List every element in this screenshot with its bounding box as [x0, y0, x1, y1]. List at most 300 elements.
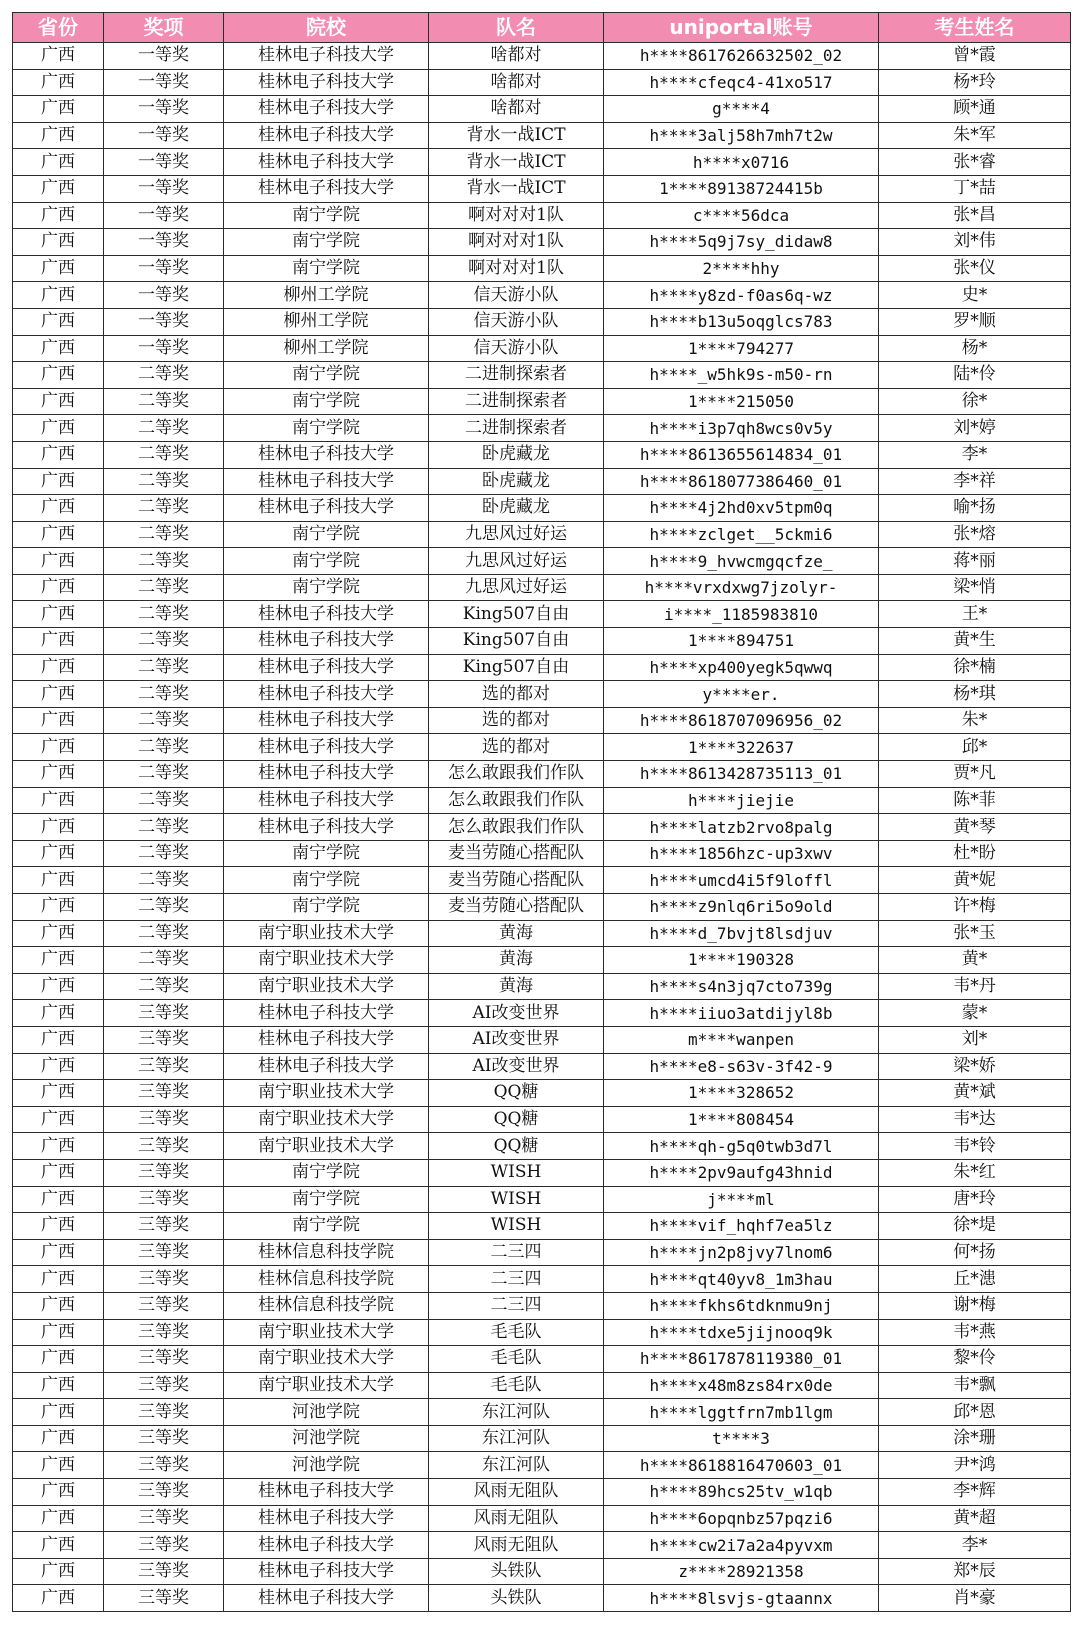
cell-name: 张*仪: [879, 255, 1071, 282]
cell-team: 卧虎藏龙: [429, 468, 604, 495]
cell-account: h****8617878119380_01: [604, 1346, 879, 1373]
cell-province: 广西: [13, 1213, 104, 1240]
cell-award: 二等奖: [104, 521, 224, 548]
cell-team: AI改变世界: [429, 1000, 604, 1027]
table-row: [13, 1159, 1071, 1186]
cell-school: 南宁学院: [224, 840, 429, 867]
cell-name: 韦*丹: [879, 973, 1071, 1000]
award-table: [12, 12, 1071, 1612]
cell-name: 杜*盼: [879, 840, 1071, 867]
cell-team: 啊对对对1队: [429, 229, 604, 256]
cell-team: 风雨无阻队: [429, 1532, 604, 1559]
cell-name: 唐*玲: [879, 1186, 1071, 1213]
cell-name: 邱*恩: [879, 1399, 1071, 1426]
cell-account: h****umcd4i5f9loffl: [604, 867, 879, 894]
cell-account: h****8618077386460_01: [604, 468, 879, 495]
cell-team: 东江河队: [429, 1399, 604, 1426]
cell-award: 二等奖: [104, 894, 224, 921]
cell-province: 广西: [13, 1186, 104, 1213]
cell-award: 一等奖: [104, 96, 224, 123]
cell-province: 广西: [13, 362, 104, 389]
header-province: 省份: [13, 13, 104, 43]
cell-name: 黄*琴: [879, 814, 1071, 841]
cell-team: 怎么敢跟我们作队: [429, 814, 604, 841]
cell-school: 南宁学院: [224, 1186, 429, 1213]
cell-account: h****e8-s63v-3f42-9: [604, 1053, 879, 1080]
cell-award: 二等奖: [104, 441, 224, 468]
cell-team: 选的都对: [429, 707, 604, 734]
cell-school: 桂林电子科技大学: [224, 1026, 429, 1053]
table-row: [13, 362, 1071, 389]
cell-name: 郑*辰: [879, 1558, 1071, 1585]
table-row: [13, 1106, 1071, 1133]
cell-award: 二等奖: [104, 707, 224, 734]
table-row: [13, 175, 1071, 202]
table-row: [13, 1133, 1071, 1160]
table-row: [13, 255, 1071, 282]
cell-award: 二等奖: [104, 867, 224, 894]
cell-province: 广西: [13, 601, 104, 628]
cell-province: 广西: [13, 1585, 104, 1612]
cell-school: 柳州工学院: [224, 282, 429, 309]
cell-name: 杨*玲: [879, 69, 1071, 96]
cell-award: 二等奖: [104, 574, 224, 601]
cell-province: 广西: [13, 1346, 104, 1373]
table-row: [13, 867, 1071, 894]
cell-name: 邱*: [879, 734, 1071, 761]
cell-account: h****3alj58h7mh7t2w: [604, 122, 879, 149]
table-row: [13, 574, 1071, 601]
cell-award: 一等奖: [104, 282, 224, 309]
table-row: [13, 495, 1071, 522]
table-row: [13, 1292, 1071, 1319]
cell-province: 广西: [13, 96, 104, 123]
cell-school: 南宁职业技术大学: [224, 1080, 429, 1107]
cell-award: 三等奖: [104, 1372, 224, 1399]
table-row: [13, 973, 1071, 1000]
cell-account: 1****894751: [604, 628, 879, 655]
table-row: [13, 1053, 1071, 1080]
cell-award: 二等奖: [104, 787, 224, 814]
cell-award: 二等奖: [104, 734, 224, 761]
cell-team: 毛毛队: [429, 1372, 604, 1399]
cell-account: h****x0716: [604, 149, 879, 176]
cell-school: 桂林电子科技大学: [224, 96, 429, 123]
cell-team: 东江河队: [429, 1425, 604, 1452]
cell-province: 广西: [13, 628, 104, 655]
table-row: [13, 308, 1071, 335]
cell-account: h****vrxdxwg7jzolyr-: [604, 574, 879, 601]
cell-award: 二等奖: [104, 973, 224, 1000]
cell-name: 许*梅: [879, 894, 1071, 921]
cell-school: 桂林电子科技大学: [224, 734, 429, 761]
cell-team: 二三四: [429, 1292, 604, 1319]
cell-province: 广西: [13, 1372, 104, 1399]
cell-school: 南宁学院: [224, 894, 429, 921]
table-row: [13, 202, 1071, 229]
cell-name: 黄*: [879, 947, 1071, 974]
cell-award: 二等奖: [104, 495, 224, 522]
cell-award: 三等奖: [104, 1585, 224, 1612]
cell-school: 桂林电子科技大学: [224, 628, 429, 655]
cell-account: h****cw2i7a2a4pyvxm: [604, 1532, 879, 1559]
table-row: [13, 1585, 1071, 1612]
cell-award: 三等奖: [104, 1346, 224, 1373]
cell-team: 毛毛队: [429, 1319, 604, 1346]
cell-team: 东江河队: [429, 1452, 604, 1479]
header-team: 队名: [429, 13, 604, 43]
cell-award: 三等奖: [104, 1239, 224, 1266]
cell-school: 南宁学院: [224, 521, 429, 548]
cell-account: h****8617626632502_02: [604, 43, 879, 70]
cell-account: h****4j2hd0xv5tpm0q: [604, 495, 879, 522]
table-row: [13, 947, 1071, 974]
cell-name: 黄*斌: [879, 1080, 1071, 1107]
cell-name: 丁*喆: [879, 175, 1071, 202]
cell-team: 头铁队: [429, 1558, 604, 1585]
cell-name: 张*睿: [879, 149, 1071, 176]
cell-name: 韦*铃: [879, 1133, 1071, 1160]
cell-province: 广西: [13, 1452, 104, 1479]
cell-province: 广西: [13, 1080, 104, 1107]
cell-province: 广西: [13, 43, 104, 70]
cell-province: 广西: [13, 202, 104, 229]
cell-province: 广西: [13, 69, 104, 96]
cell-name: 陆*伶: [879, 362, 1071, 389]
cell-name: 蒙*: [879, 1000, 1071, 1027]
cell-account: h****vif_hqhf7ea5lz: [604, 1213, 879, 1240]
cell-school: 南宁学院: [224, 548, 429, 575]
table-row: [13, 122, 1071, 149]
cell-team: 选的都对: [429, 734, 604, 761]
cell-province: 广西: [13, 1399, 104, 1426]
cell-name: 曾*霞: [879, 43, 1071, 70]
cell-account: h****1856hzc-up3xwv: [604, 840, 879, 867]
cell-account: 1****808454: [604, 1106, 879, 1133]
cell-account: h****8lsvjs-gtaannx: [604, 1585, 879, 1612]
table-row: [13, 96, 1071, 123]
cell-school: 桂林电子科技大学: [224, 1000, 429, 1027]
cell-team: AI改变世界: [429, 1026, 604, 1053]
cell-province: 广西: [13, 1266, 104, 1293]
cell-school: 桂林电子科技大学: [224, 761, 429, 788]
cell-province: 广西: [13, 495, 104, 522]
cell-account: h****s4n3jq7cto739g: [604, 973, 879, 1000]
cell-name: 陈*菲: [879, 787, 1071, 814]
cell-school: 南宁学院: [224, 1159, 429, 1186]
cell-award: 二等奖: [104, 388, 224, 415]
cell-team: 信天游小队: [429, 282, 604, 309]
cell-province: 广西: [13, 282, 104, 309]
cell-account: h****qh-g5q0twb3d7l: [604, 1133, 879, 1160]
cell-account: h****fkhs6tdknmu9nj: [604, 1292, 879, 1319]
cell-account: h****qt40yv8_1m3hau: [604, 1266, 879, 1293]
cell-name: 刘*: [879, 1026, 1071, 1053]
cell-school: 南宁学院: [224, 415, 429, 442]
cell-award: 三等奖: [104, 1558, 224, 1585]
cell-account: 1****190328: [604, 947, 879, 974]
table-row: [13, 654, 1071, 681]
cell-name: 李*: [879, 1532, 1071, 1559]
cell-province: 广西: [13, 1159, 104, 1186]
cell-school: 南宁职业技术大学: [224, 973, 429, 1000]
table-row: [13, 441, 1071, 468]
cell-team: 风雨无阻队: [429, 1505, 604, 1532]
cell-province: 广西: [13, 894, 104, 921]
header-award: 奖项: [104, 13, 224, 43]
cell-name: 尹*鸿: [879, 1452, 1071, 1479]
cell-province: 广西: [13, 681, 104, 708]
cell-account: t****3: [604, 1425, 879, 1452]
cell-school: 南宁学院: [224, 1213, 429, 1240]
cell-province: 广西: [13, 761, 104, 788]
table-row: [13, 1399, 1071, 1426]
cell-name: 贾*凡: [879, 761, 1071, 788]
cell-account: h****_w5hk9s-m50-rn: [604, 362, 879, 389]
cell-account: h****iiuo3atdijyl8b: [604, 1000, 879, 1027]
cell-award: 二等奖: [104, 628, 224, 655]
cell-name: 罗*顺: [879, 308, 1071, 335]
cell-account: h****lggtfrn7mb1lgm: [604, 1399, 879, 1426]
cell-team: 毛毛队: [429, 1346, 604, 1373]
cell-team: 背水一战ICT: [429, 122, 604, 149]
cell-award: 一等奖: [104, 149, 224, 176]
cell-school: 桂林电子科技大学: [224, 1479, 429, 1506]
cell-team: King507自由: [429, 654, 604, 681]
cell-account: h****6opqnbz57pqzi6: [604, 1505, 879, 1532]
cell-team: 啥都对: [429, 96, 604, 123]
table-row: [13, 681, 1071, 708]
cell-award: 二等奖: [104, 548, 224, 575]
cell-team: QQ糖: [429, 1080, 604, 1107]
cell-account: j****ml: [604, 1186, 879, 1213]
cell-team: 九思风过好运: [429, 521, 604, 548]
cell-award: 一等奖: [104, 43, 224, 70]
cell-school: 桂林电子科技大学: [224, 441, 429, 468]
table-row: [13, 548, 1071, 575]
cell-province: 广西: [13, 654, 104, 681]
cell-name: 顾*通: [879, 96, 1071, 123]
cell-account: 1****215050: [604, 388, 879, 415]
cell-province: 广西: [13, 1292, 104, 1319]
cell-team: 二三四: [429, 1239, 604, 1266]
table-row: [13, 1239, 1071, 1266]
header-name: 考生姓名: [879, 13, 1071, 43]
cell-school: 南宁职业技术大学: [224, 947, 429, 974]
cell-team: 信天游小队: [429, 335, 604, 362]
cell-team: 黄海: [429, 920, 604, 947]
cell-school: 桂林信息科技学院: [224, 1292, 429, 1319]
cell-name: 杨*琪: [879, 681, 1071, 708]
cell-account: h****8618816470603_01: [604, 1452, 879, 1479]
cell-award: 二等奖: [104, 654, 224, 681]
cell-award: 三等奖: [104, 1133, 224, 1160]
table-row: [13, 335, 1071, 362]
table-row: [13, 1319, 1071, 1346]
cell-province: 广西: [13, 521, 104, 548]
cell-province: 广西: [13, 175, 104, 202]
cell-team: 二进制探索者: [429, 362, 604, 389]
table-row: [13, 1266, 1071, 1293]
cell-province: 广西: [13, 1532, 104, 1559]
cell-award: 一等奖: [104, 69, 224, 96]
cell-account: z****28921358: [604, 1558, 879, 1585]
cell-school: 南宁职业技术大学: [224, 1106, 429, 1133]
cell-name: 李*辉: [879, 1479, 1071, 1506]
table-row: [13, 521, 1071, 548]
cell-school: 桂林电子科技大学: [224, 601, 429, 628]
table-row: [13, 1213, 1071, 1240]
cell-school: 桂林电子科技大学: [224, 681, 429, 708]
cell-team: WISH: [429, 1213, 604, 1240]
cell-award: 一等奖: [104, 308, 224, 335]
cell-award: 二等奖: [104, 362, 224, 389]
cell-award: 三等奖: [104, 1159, 224, 1186]
cell-province: 广西: [13, 814, 104, 841]
cell-account: 1****794277: [604, 335, 879, 362]
cell-award: 三等奖: [104, 1213, 224, 1240]
cell-name: 黄*生: [879, 628, 1071, 655]
cell-award: 三等奖: [104, 1266, 224, 1293]
cell-school: 柳州工学院: [224, 308, 429, 335]
cell-team: 啊对对对1队: [429, 202, 604, 229]
cell-award: 一等奖: [104, 122, 224, 149]
cell-team: 九思风过好运: [429, 574, 604, 601]
cell-account: h****zclget__5ckmi6: [604, 521, 879, 548]
cell-school: 南宁学院: [224, 229, 429, 256]
cell-name: 梁*悄: [879, 574, 1071, 601]
cell-account: 1****328652: [604, 1080, 879, 1107]
cell-name: 杨*: [879, 335, 1071, 362]
cell-award: 三等奖: [104, 1186, 224, 1213]
cell-name: 刘*伟: [879, 229, 1071, 256]
cell-province: 广西: [13, 149, 104, 176]
cell-account: h****b13u5oqglcs783: [604, 308, 879, 335]
cell-school: 桂林信息科技学院: [224, 1239, 429, 1266]
cell-school: 桂林电子科技大学: [224, 1558, 429, 1585]
table-row: [13, 1026, 1071, 1053]
cell-school: 南宁学院: [224, 867, 429, 894]
cell-school: 南宁职业技术大学: [224, 920, 429, 947]
table-row: [13, 1532, 1071, 1559]
cell-school: 桂林电子科技大学: [224, 149, 429, 176]
cell-team: 卧虎藏龙: [429, 495, 604, 522]
cell-team: QQ糖: [429, 1106, 604, 1133]
cell-school: 桂林电子科技大学: [224, 654, 429, 681]
cell-account: g****4: [604, 96, 879, 123]
cell-award: 一等奖: [104, 202, 224, 229]
table-row: [13, 840, 1071, 867]
cell-name: 丘*漶: [879, 1266, 1071, 1293]
cell-account: h****89hcs25tv_w1qb: [604, 1479, 879, 1506]
cell-province: 广西: [13, 867, 104, 894]
cell-school: 桂林电子科技大学: [224, 787, 429, 814]
cell-school: 桂林电子科技大学: [224, 69, 429, 96]
table-row: [13, 388, 1071, 415]
cell-award: 二等奖: [104, 814, 224, 841]
cell-name: 朱*: [879, 707, 1071, 734]
cell-team: 背水一战ICT: [429, 175, 604, 202]
cell-award: 二等奖: [104, 681, 224, 708]
header-school: 院校: [224, 13, 429, 43]
cell-account: h****i3p7qh8wcs0v5y: [604, 415, 879, 442]
cell-province: 广西: [13, 441, 104, 468]
cell-school: 河池学院: [224, 1425, 429, 1452]
cell-school: 桂林电子科技大学: [224, 1585, 429, 1612]
cell-name: 张*熔: [879, 521, 1071, 548]
cell-team: 二进制探索者: [429, 388, 604, 415]
cell-school: 桂林电子科技大学: [224, 1532, 429, 1559]
cell-school: 南宁学院: [224, 202, 429, 229]
cell-account: h****2pv9aufg43hnid: [604, 1159, 879, 1186]
cell-team: 啥都对: [429, 69, 604, 96]
cell-award: 三等奖: [104, 1319, 224, 1346]
cell-name: 朱*红: [879, 1159, 1071, 1186]
cell-account: 1****89138724415b: [604, 175, 879, 202]
cell-province: 广西: [13, 255, 104, 282]
cell-team: 头铁队: [429, 1585, 604, 1612]
cell-name: 韦*燕: [879, 1319, 1071, 1346]
cell-name: 李*祥: [879, 468, 1071, 495]
table-row: [13, 415, 1071, 442]
table-row: [13, 1080, 1071, 1107]
cell-name: 徐*堤: [879, 1213, 1071, 1240]
cell-name: 黄*妮: [879, 867, 1071, 894]
cell-award: 二等奖: [104, 468, 224, 495]
header-row: [13, 13, 1071, 43]
cell-name: 史*: [879, 282, 1071, 309]
cell-award: 三等奖: [104, 1053, 224, 1080]
table-row: [13, 1505, 1071, 1532]
cell-name: 韦*达: [879, 1106, 1071, 1133]
cell-award: 三等奖: [104, 1452, 224, 1479]
cell-account: h****latzb2rvo8palg: [604, 814, 879, 841]
cell-account: h****8618707096956_02: [604, 707, 879, 734]
cell-team: King507自由: [429, 601, 604, 628]
cell-province: 广西: [13, 1133, 104, 1160]
cell-province: 广西: [13, 548, 104, 575]
cell-account: h****jiejie: [604, 787, 879, 814]
cell-award: 二等奖: [104, 840, 224, 867]
table-row: [13, 920, 1071, 947]
cell-team: 卧虎藏龙: [429, 441, 604, 468]
cell-province: 广西: [13, 787, 104, 814]
cell-account: h****tdxe5jijnooq9k: [604, 1319, 879, 1346]
cell-school: 南宁职业技术大学: [224, 1346, 429, 1373]
cell-name: 黄*超: [879, 1505, 1071, 1532]
cell-account: h****z9nlq6ri5o9old: [604, 894, 879, 921]
cell-account: 1****322637: [604, 734, 879, 761]
cell-province: 广西: [13, 1319, 104, 1346]
table-row: [13, 43, 1071, 70]
cell-school: 桂林电子科技大学: [224, 707, 429, 734]
cell-school: 桂林电子科技大学: [224, 122, 429, 149]
cell-team: 啊对对对1队: [429, 255, 604, 282]
cell-name: 喻*扬: [879, 495, 1071, 522]
table-row: [13, 1425, 1071, 1452]
cell-name: 黎*伶: [879, 1346, 1071, 1373]
cell-name: 蒋*丽: [879, 548, 1071, 575]
cell-province: 广西: [13, 1000, 104, 1027]
cell-team: 麦当劳随心搭配队: [429, 867, 604, 894]
cell-name: 朱*军: [879, 122, 1071, 149]
cell-account: h****cfeqc4-41xo517: [604, 69, 879, 96]
table-row: [13, 787, 1071, 814]
cell-province: 广西: [13, 947, 104, 974]
cell-school: 桂林电子科技大学: [224, 495, 429, 522]
cell-province: 广西: [13, 122, 104, 149]
cell-award: 三等奖: [104, 1399, 224, 1426]
